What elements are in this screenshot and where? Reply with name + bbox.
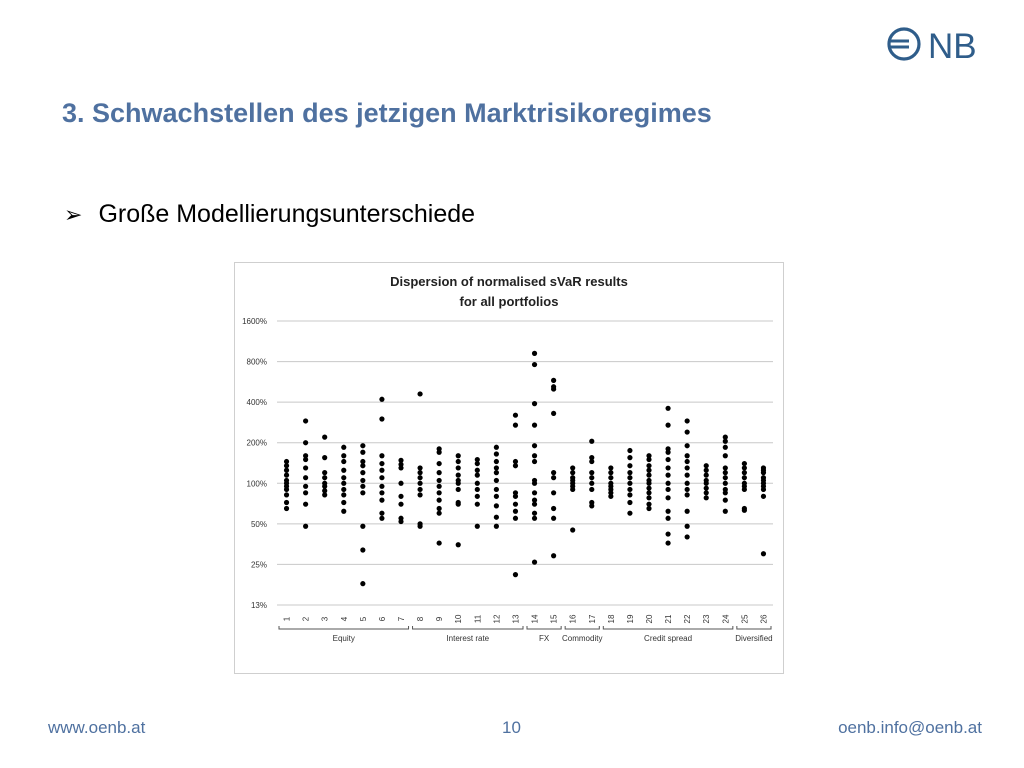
data-point: [475, 461, 480, 466]
y-tick-label: 25%: [250, 560, 267, 570]
data-point: [532, 453, 537, 458]
data-point: [456, 465, 461, 470]
data-point: [685, 487, 690, 492]
x-axis-ticks: [283, 614, 769, 623]
data-point: [532, 481, 537, 486]
data-point: [646, 468, 651, 473]
data-point: [341, 487, 346, 492]
data-point: [398, 502, 403, 507]
data-point: [551, 516, 556, 521]
data-point: [398, 465, 403, 470]
data-point: [685, 418, 690, 423]
x-tick-label: 19: [625, 614, 635, 624]
data-point: [532, 423, 537, 428]
data-point: [284, 468, 289, 473]
data-point: [646, 490, 651, 495]
group-bracket: [565, 626, 599, 629]
data-point: [723, 481, 728, 486]
data-point: [704, 490, 709, 495]
x-tick-label: 25: [740, 614, 750, 624]
data-point: [646, 473, 651, 478]
data-point: [456, 542, 461, 547]
bullet-item: [64, 200, 475, 229]
data-point: [513, 572, 518, 577]
data-point: [379, 516, 384, 521]
data-point: [341, 453, 346, 458]
data-point: [437, 478, 442, 483]
data-point: [417, 391, 422, 396]
data-point: [627, 481, 632, 486]
data-point: [341, 468, 346, 473]
x-tick-label: 21: [664, 614, 674, 624]
data-point: [379, 397, 384, 402]
data-point: [704, 463, 709, 468]
x-tick-label: 22: [683, 614, 693, 624]
data-point: [685, 509, 690, 514]
data-point: [379, 484, 384, 489]
data-point: [665, 465, 670, 470]
group-bracket: [279, 626, 409, 629]
data-point: [551, 378, 556, 383]
data-point: [532, 351, 537, 356]
x-tick-label: 15: [549, 614, 559, 624]
data-point: [341, 500, 346, 505]
data-point: [417, 487, 422, 492]
data-point: [665, 531, 670, 536]
chart-subtitle: for all portfolios: [459, 294, 559, 309]
data-point: [665, 481, 670, 486]
data-point: [437, 498, 442, 503]
data-point: [513, 463, 518, 468]
data-point: [551, 411, 556, 416]
data-point: [627, 448, 632, 453]
data-point: [456, 453, 461, 458]
data-point: [494, 459, 499, 464]
logo-euro-ring: [889, 29, 919, 59]
data-point: [341, 475, 346, 480]
data-point: [494, 515, 499, 520]
x-tick-label: 24: [721, 614, 731, 624]
data-point: [761, 551, 766, 556]
data-point: [665, 516, 670, 521]
data-point: [322, 484, 327, 489]
x-tick-label: 5: [358, 616, 368, 622]
group-bracket: [737, 626, 771, 629]
data-point: [685, 443, 690, 448]
group-label: Commodity: [562, 634, 603, 643]
data-point: [360, 524, 365, 529]
data-point: [475, 502, 480, 507]
category-groups: [279, 626, 773, 643]
data-point: [627, 475, 632, 480]
group-label: Credit spread: [644, 634, 693, 643]
data-point: [303, 418, 308, 423]
data-point: [551, 470, 556, 475]
data-point: [723, 439, 728, 444]
data-point: [551, 506, 556, 511]
chart-title: Dispersion of normalised sVaR results: [390, 274, 628, 289]
data-point: [646, 463, 651, 468]
chart-canvas: [235, 263, 783, 673]
data-point: [322, 475, 327, 480]
data-point: [417, 481, 422, 486]
y-tick-label: 100%: [246, 479, 267, 489]
data-point: [646, 481, 651, 486]
data-point: [665, 540, 670, 545]
data-point: [589, 503, 594, 508]
data-point: [761, 470, 766, 475]
data-point: [322, 435, 327, 440]
data-point: [704, 481, 709, 486]
data-point: [513, 494, 518, 499]
data-point: [608, 494, 613, 499]
y-axis-ticks: [242, 317, 267, 610]
data-point: [532, 511, 537, 516]
data-point: [704, 468, 709, 473]
data-point: [723, 470, 728, 475]
data-point: [475, 494, 480, 499]
oenb-logo: [884, 24, 996, 64]
data-point: [513, 509, 518, 514]
data-point: [742, 465, 747, 470]
data-point: [303, 524, 308, 529]
data-point: [379, 416, 384, 421]
data-point: [723, 509, 728, 514]
data-point: [417, 475, 422, 480]
data-point: [360, 470, 365, 475]
data-point: [494, 494, 499, 499]
data-point: [303, 440, 308, 445]
bullet-text: Große Modellierungsunterschiede: [98, 200, 476, 228]
x-tick-label: 14: [530, 614, 540, 624]
data-point: [437, 511, 442, 516]
data-point: [475, 468, 480, 473]
dispersion-chart: [234, 262, 784, 674]
data-point: [646, 457, 651, 462]
data-point: [303, 484, 308, 489]
x-tick-label: 9: [435, 616, 445, 622]
data-point: [551, 490, 556, 495]
data-point: [723, 445, 728, 450]
data-point: [341, 509, 346, 514]
data-point: [284, 473, 289, 478]
x-tick-label: 7: [397, 616, 406, 622]
data-point: [284, 487, 289, 492]
group-label: FX: [538, 634, 550, 643]
group-bracket: [603, 626, 733, 629]
data-point: [303, 475, 308, 480]
data-point: [532, 560, 537, 565]
data-point: [646, 486, 651, 491]
data-point: [570, 470, 575, 475]
x-tick-label: 6: [377, 616, 387, 622]
data-point: [303, 502, 308, 507]
x-tick-label: 13: [511, 614, 521, 624]
data-point: [589, 475, 594, 480]
footer-email: oenb.info@oenb.at: [838, 718, 982, 737]
data-point: [723, 465, 728, 470]
footer-website: www.oenb.at: [48, 718, 146, 737]
data-point: [341, 459, 346, 464]
x-tick-label: 17: [587, 614, 597, 624]
data-point: [627, 492, 632, 497]
data-point: [494, 478, 499, 483]
data-point: [685, 459, 690, 464]
data-point: [437, 506, 442, 511]
footer-page-number: 10: [502, 718, 521, 737]
data-point: [589, 439, 594, 444]
group-label: Equity: [332, 634, 355, 643]
oenb-logo-mark: [884, 24, 996, 64]
group-label: Interest rate: [446, 634, 490, 643]
data-point: [360, 443, 365, 448]
data-point: [360, 450, 365, 455]
data-point: [723, 498, 728, 503]
data-point: [494, 524, 499, 529]
data-point: [437, 490, 442, 495]
data-point: [570, 487, 575, 492]
data-point: [742, 470, 747, 475]
data-point: [589, 487, 594, 492]
data-point: [551, 475, 556, 480]
data-point: [627, 500, 632, 505]
x-tick-label: 3: [320, 616, 330, 622]
data-point: [513, 423, 518, 428]
data-point: [379, 461, 384, 466]
data-point: [379, 498, 384, 503]
data-points: [284, 351, 766, 586]
data-point: [417, 465, 422, 470]
data-point: [685, 492, 690, 497]
data-point: [284, 500, 289, 505]
data-point: [456, 473, 461, 478]
data-point: [456, 459, 461, 464]
data-point: [742, 487, 747, 492]
data-point: [475, 481, 480, 486]
data-point: [379, 490, 384, 495]
data-point: [570, 465, 575, 470]
data-point: [437, 484, 442, 489]
data-point: [608, 465, 613, 470]
data-point: [284, 492, 289, 497]
data-point: [685, 524, 690, 529]
data-point: [475, 473, 480, 478]
data-point: [475, 487, 480, 492]
slide-title: 3. Schwachstellen des jetzigen Marktrisikoregimes: [62, 98, 712, 128]
data-point: [494, 445, 499, 450]
data-point: [341, 445, 346, 450]
x-tick-label: 12: [492, 614, 502, 624]
data-point: [532, 443, 537, 448]
data-point: [627, 470, 632, 475]
x-tick-label: 18: [606, 614, 616, 624]
data-point: [532, 401, 537, 406]
y-tick-label: 400%: [246, 398, 267, 408]
data-point: [494, 487, 499, 492]
data-point: [723, 475, 728, 480]
data-point: [303, 490, 308, 495]
data-point: [570, 527, 575, 532]
data-point: [379, 468, 384, 473]
data-point: [685, 534, 690, 539]
data-point: [685, 429, 690, 434]
data-point: [532, 502, 537, 507]
data-point: [627, 463, 632, 468]
data-point: [341, 481, 346, 486]
data-point: [742, 508, 747, 513]
data-point: [360, 484, 365, 489]
data-point: [551, 553, 556, 558]
data-point: [379, 453, 384, 458]
y-tick-label: 800%: [246, 357, 267, 367]
data-point: [284, 463, 289, 468]
data-point: [475, 524, 480, 529]
data-point: [589, 481, 594, 486]
data-point: [417, 492, 422, 497]
data-point: [437, 461, 442, 466]
data-point: [627, 455, 632, 460]
arrow-bullet-icon: ➢: [64, 201, 83, 227]
data-point: [608, 470, 613, 475]
data-point: [589, 459, 594, 464]
data-point: [608, 475, 613, 480]
data-point: [322, 492, 327, 497]
data-point: [589, 470, 594, 475]
group-bracket: [413, 626, 523, 629]
data-point: [665, 487, 670, 492]
data-point: [341, 492, 346, 497]
y-tick-label: 1600%: [242, 317, 267, 326]
data-point: [322, 455, 327, 460]
data-point: [417, 470, 422, 475]
data-point: [551, 386, 556, 391]
data-point: [723, 490, 728, 495]
data-point: [627, 487, 632, 492]
data-point: [665, 457, 670, 462]
data-point: [685, 453, 690, 458]
data-point: [532, 459, 537, 464]
data-point: [665, 495, 670, 500]
x-tick-label: 10: [454, 614, 464, 624]
data-point: [665, 509, 670, 514]
data-point: [417, 524, 422, 529]
data-point: [303, 465, 308, 470]
data-point: [761, 487, 766, 492]
x-tick-label: 8: [416, 616, 426, 622]
data-point: [532, 490, 537, 495]
data-point: [685, 465, 690, 470]
data-point: [437, 540, 442, 545]
data-point: [398, 519, 403, 524]
data-point: [685, 473, 690, 478]
data-point: [360, 463, 365, 468]
data-point: [646, 495, 651, 500]
data-point: [303, 457, 308, 462]
data-point: [456, 502, 461, 507]
y-tick-label: 50%: [250, 519, 267, 529]
data-point: [665, 423, 670, 428]
data-point: [437, 450, 442, 455]
data-point: [665, 406, 670, 411]
data-point: [456, 487, 461, 492]
grid-layer: [277, 321, 773, 605]
data-point: [532, 516, 537, 521]
data-point: [761, 494, 766, 499]
data-point: [360, 547, 365, 552]
x-tick-label: 2: [301, 616, 311, 622]
data-point: [398, 481, 403, 486]
data-point: [532, 362, 537, 367]
data-point: [360, 490, 365, 495]
data-point: [284, 506, 289, 511]
data-point: [437, 470, 442, 475]
data-point: [379, 511, 384, 516]
x-tick-label: 1: [282, 616, 292, 622]
data-point: [665, 473, 670, 478]
data-point: [360, 581, 365, 586]
data-point: [513, 502, 518, 507]
group-bracket: [527, 626, 561, 629]
data-point: [513, 413, 518, 418]
x-tick-label: 23: [702, 614, 712, 624]
data-point: [685, 481, 690, 486]
data-point: [322, 470, 327, 475]
data-point: [513, 516, 518, 521]
data-point: [627, 511, 632, 516]
data-point: [379, 475, 384, 480]
data-point: [704, 495, 709, 500]
y-tick-label: 200%: [246, 438, 267, 448]
x-tick-label: 26: [759, 614, 769, 624]
data-point: [723, 453, 728, 458]
y-tick-label: 13%: [250, 601, 267, 610]
data-point: [646, 506, 651, 511]
data-point: [494, 451, 499, 456]
data-point: [456, 481, 461, 486]
data-point: [494, 465, 499, 470]
x-tick-label: 4: [339, 616, 349, 622]
data-point: [360, 478, 365, 483]
data-point: [494, 503, 499, 508]
group-label: Diversified: [735, 634, 773, 643]
data-point: [704, 486, 709, 491]
x-tick-label: 20: [645, 614, 654, 624]
x-tick-label: 11: [473, 614, 483, 624]
data-point: [665, 450, 670, 455]
data-point: [494, 470, 499, 475]
data-point: [742, 475, 747, 480]
logo-text: NB: [928, 27, 977, 64]
data-point: [704, 473, 709, 478]
data-point: [398, 494, 403, 499]
x-tick-label: 16: [568, 614, 578, 624]
